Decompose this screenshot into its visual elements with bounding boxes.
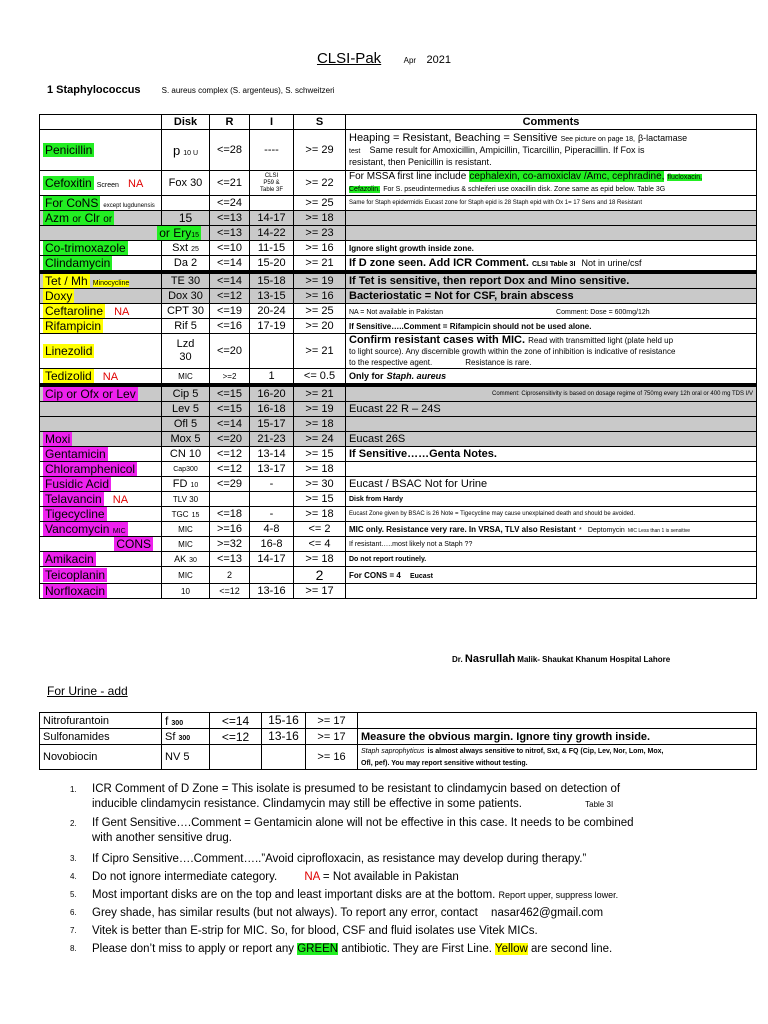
disk-value: CPT 30 <box>162 304 210 319</box>
comment <box>346 417 757 432</box>
s-value: >= 18 <box>294 552 346 567</box>
header-comments: Comments <box>346 115 757 130</box>
comment: Eucast Zone given by BSAC is 26 Note = Tigecycline may cause unexplained death and should be avoided. <box>346 507 757 522</box>
comment: Eucast / BSAC Not for Urine <box>346 477 757 492</box>
table-row <box>40 584 757 599</box>
s-value: >= 22 <box>294 171 346 196</box>
s-value: 2 <box>294 567 346 584</box>
disk-value: Cip 5 <box>162 387 210 402</box>
list-item: 6. Grey shade, has similar results (but not always). To report any error, contact nasar462@gmail.com <box>70 907 604 919</box>
table-row <box>40 226 757 241</box>
table-row <box>40 477 757 492</box>
table-row <box>40 319 757 334</box>
s-value: >= 16 <box>294 241 346 256</box>
signature-name: Nasrullah <box>464 653 516 665</box>
r-value: <=29 <box>210 477 250 492</box>
comment: Bacteriostatic = Not for CSF, brain abscess <box>346 289 757 304</box>
drug-name: Norfloxacin <box>45 584 106 598</box>
drug-name: Cefoxitin <box>45 176 92 190</box>
s-value: >= 29 <box>294 130 346 171</box>
i-value: 15-16 <box>262 713 306 729</box>
table-row <box>40 492 757 507</box>
s-value: >= 24 <box>294 432 346 447</box>
drug-name: Tigecycline <box>45 507 105 521</box>
i-value: 21-23 <box>250 432 294 447</box>
disk-value: AK 30 <box>162 552 210 567</box>
table-row <box>40 552 757 567</box>
comment: Measure the obvious margin. Ignore tiny growth inside. <box>358 729 757 745</box>
drug-name: Rifampicin <box>45 319 102 333</box>
s-value: >= 21 <box>294 387 346 402</box>
drug-name: Penicillin <box>45 143 93 157</box>
comment: Eucast 22 R – 24S <box>346 402 757 417</box>
table-row <box>40 289 757 304</box>
drug-name: Moxi <box>45 432 71 446</box>
na-badge: NA <box>112 494 129 506</box>
table-row <box>40 256 757 271</box>
comment: If D zone seen. Add ICR Comment. CLSI Table 3I Not in urine/csf <box>346 256 757 271</box>
signature-org: Malik- Shaukat Khanum Hospital Lahore <box>517 655 671 664</box>
header-s: S <box>294 115 346 130</box>
s-value: >= 16 <box>306 745 358 770</box>
s-value: >= 17 <box>294 584 346 599</box>
i-value: 11-15 <box>250 241 294 256</box>
comment: Only for Staph. aureus <box>346 369 757 384</box>
table-row: Cefoxitin Screen NA Fox 30 <=21 CLSI P59 & Table 3F >= 22 For MSSA first line include cephalexin, co-amoxiclav /Amc, cephradine, flucloxacin, Cefazolin. For S. pseudintermedius & schleiferi use oxacillin disk. Zone same as epid below. Table 3G <box>40 171 757 196</box>
table-row <box>40 447 757 462</box>
i-value: 15-20 <box>250 256 294 271</box>
r-value <box>210 492 250 507</box>
disk-value: Fox 30 <box>162 171 210 196</box>
s-value: >= 16 <box>294 289 346 304</box>
disk-value: CN 10 <box>162 447 210 462</box>
disk-value: Lev 5 <box>162 402 210 417</box>
drug-name: Amikacin <box>45 552 94 566</box>
s-value: >= 20 <box>294 319 346 334</box>
s-value: >= 23 <box>294 226 346 241</box>
drug-name: Novobiocin <box>40 745 162 770</box>
drug-name: CONS <box>116 537 151 551</box>
i-value: 13-14 <box>250 447 294 462</box>
r-value: <=28 <box>210 130 250 171</box>
r-value: 2 <box>210 567 250 584</box>
comment: Staph saprophyticus is almost always sensitive to nitrof, Sxt, & FQ (Cip, Lev, Nor, Lom, Mox, Ofl, pef). You may report sensitive without testing. <box>358 745 757 770</box>
page-title <box>0 50 768 68</box>
disk-value: Lzd 30 <box>162 334 210 369</box>
drug-name: Gentamicin <box>45 447 106 461</box>
section-heading <box>47 84 335 96</box>
header-i: I <box>250 115 294 130</box>
i-value: 16-18 <box>250 402 294 417</box>
r-value: <=10 <box>210 241 250 256</box>
s-value: <= 4 <box>294 537 346 552</box>
title-month: Apr <box>403 56 417 65</box>
drug-name: Telavancin <box>45 492 102 506</box>
comment: MIC only. Resistance very rare. In VRSA, TLV also Resistant * Deptomycin MIC Less than 1 is sensitive <box>346 522 757 537</box>
r-value: <=12 <box>210 584 250 599</box>
comment: If Sensitive……Genta Notes. <box>346 447 757 462</box>
comment <box>346 462 757 477</box>
i-value: CLSI P59 & Table 3F <box>250 171 294 196</box>
drug-name: Doxy <box>45 289 73 303</box>
i-value: 14-17 <box>250 552 294 567</box>
table-row <box>40 130 757 171</box>
i-value: 13-15 <box>250 289 294 304</box>
table-row <box>40 369 757 384</box>
header-disk: Disk <box>162 115 210 130</box>
comment: Do not report routinely. <box>346 552 757 567</box>
r-value: <=16 <box>210 319 250 334</box>
list-item: 2. If Gent Sensitive….Comment = Gentamicin alone will not be effective in this case. It needs to be combined with another sensitive drug. <box>70 817 634 844</box>
drug-name: Tedizolid <box>45 369 92 383</box>
list-item: 7. Vitek is better than E-strip for MIC. So, for blood, CSF and fluid isolates use Vitek MICs. <box>70 925 538 937</box>
table-row <box>40 211 757 226</box>
r-value: <=15 <box>210 402 250 417</box>
disk-value: TGC 15 <box>162 507 210 522</box>
r-value: <=12 <box>210 729 262 745</box>
r-value: <=14 <box>210 713 262 729</box>
disk-value: Sf 300 <box>162 729 210 745</box>
drug-name: Tet / Mh <box>45 274 88 288</box>
i-value: 17-19 <box>250 319 294 334</box>
comment: If resistant…..most likely not a Staph ?? <box>346 537 757 552</box>
i-value: 15-18 <box>250 274 294 289</box>
list-item: 5. Most important disks are on the top and least important disks are at the bottom. Report upper, suppress lower. <box>70 889 619 901</box>
i-value: 14-22 <box>250 226 294 241</box>
i-value <box>250 492 294 507</box>
table-row <box>40 402 757 417</box>
table-row <box>40 334 757 369</box>
drug-name: Azm or Clr or <box>45 211 113 225</box>
drug-name: Clindamycin <box>45 256 111 270</box>
r-value: <=15 <box>210 387 250 402</box>
drug-name: Nitrofurantoin <box>40 713 162 729</box>
comment: Same for Staph epidermidis Eucast zone for Staph epid is 28 Staph epid with Ox 1= 17 Sens and 18 Resistant <box>346 196 757 211</box>
table-row <box>40 713 757 729</box>
header-drug <box>40 115 162 130</box>
i-value <box>250 334 294 369</box>
s-value: >= 17 <box>306 713 358 729</box>
drug-name: Sulfonamides <box>40 729 162 745</box>
i-value: 14-17 <box>250 211 294 226</box>
section-heading-main: 1 Staphylococcus <box>47 84 141 96</box>
comment: Eucast 26S <box>346 432 757 447</box>
r-value: <=13 <box>210 226 250 241</box>
drug-name: Fusidic Acid <box>45 477 110 491</box>
disk-value: 10 <box>162 584 210 599</box>
s-value: >= 15 <box>294 447 346 462</box>
r-value: >=32 <box>210 537 250 552</box>
i-value <box>262 745 306 770</box>
s-value: <= 2 <box>294 522 346 537</box>
disk-value: Mox 5 <box>162 432 210 447</box>
title-year: 2021 <box>426 54 452 66</box>
drug-name: For CoNS <box>45 196 99 210</box>
s-value: <= 0.5 <box>294 369 346 384</box>
header-r: R <box>210 115 250 130</box>
r-value: <=14 <box>210 256 250 271</box>
table-row <box>40 462 757 477</box>
disk-value: Dox 30 <box>162 289 210 304</box>
disk-value: Rif 5 <box>162 319 210 334</box>
table-row <box>40 417 757 432</box>
i-value: 16-8 <box>250 537 294 552</box>
disk-value: f 300 <box>162 713 210 729</box>
disk-value: MIC <box>162 369 210 384</box>
table-row <box>40 729 757 745</box>
comment: NA = Not available in Pakistan Comment: Dose = 600mg/12h <box>346 304 757 319</box>
comment: Confirm resistant cases with MIC. Read with transmitted light (plate held up to light source). Any discernible growth within the zone of inhibition is indicative of resistance to the respective agent. Resistance is rare. <box>346 334 757 369</box>
i-value: 15-17 <box>250 417 294 432</box>
signature: Dr. Nasrullah Malik- Shaukat Khanum Hospital Lahore <box>452 653 671 665</box>
r-value: <=13 <box>210 552 250 567</box>
r-value: <=24 <box>210 196 250 211</box>
drug-name: Cip or Ofx or Lev <box>45 387 136 401</box>
s-value: >= 21 <box>294 256 346 271</box>
drug-name: Co-trimoxazole <box>45 241 126 255</box>
disk-value: NV 5 <box>162 745 210 770</box>
list-item: 1. ICR Comment of D Zone = This isolate is presumed to be resistant to clindamycin based on detection of inducible clindamycin resistance. Clindamycin may still be effective in some patients. Table 3I <box>70 783 621 810</box>
s-value: >= 17 <box>306 729 358 745</box>
na-badge: NA <box>102 371 119 383</box>
disk-value: Sxt 25 <box>162 241 210 256</box>
staph-table <box>39 114 757 599</box>
s-value: >= 19 <box>294 274 346 289</box>
na-badge: NA <box>128 178 144 190</box>
table-row <box>40 387 757 402</box>
disk-value: MIC <box>162 567 210 584</box>
list-item: 3. If Cipro Sensitive….Comment…..”Avoid ciprofloxacin, as resistance may develop during therapy.” <box>70 853 587 865</box>
table-row <box>40 537 757 552</box>
table-row <box>40 507 757 522</box>
disk-value: 15 <box>162 211 210 226</box>
comment: Disk from Hardy <box>346 492 757 507</box>
table-row <box>40 241 757 256</box>
comment: Ignore slight growth inside zone. <box>346 241 757 256</box>
disk-value: MIC <box>162 522 210 537</box>
urine-table <box>39 712 757 770</box>
list-item: 8. Please don’t miss to apply or report any GREEN antibiotic. They are First Line. Yellow are second line. <box>70 943 613 955</box>
disk-value: p <box>172 142 181 158</box>
drug-name: Teicoplanin <box>45 568 106 582</box>
comment: For MSSA first line include cephalexin, co-amoxiclav /Amc, cephradine, flucloxacin, Cefazolin. For S. pseudintermedius & schleiferi use oxacillin disk. Zone same as epid below. Table 3G <box>346 171 757 196</box>
s-value: >= 18 <box>294 462 346 477</box>
comment: If Tet is sensitive, then report Dox and Mino sensitive. <box>346 274 757 289</box>
comment <box>346 226 757 241</box>
i-value <box>250 196 294 211</box>
comment: Heaping = Resistant, Beaching = Sensitive See picture on page 18, β-lactamase test Same result for Amoxicillin, Ampicillin, Ticarcillin, Piperacillin. If Fox is resistant, then Penicillin is resistant. <box>346 130 757 171</box>
disk-value <box>162 196 210 211</box>
section-heading-sub: S. aureus complex (S. argenteus), S. schweitzeri <box>161 86 335 95</box>
table-row: For CoNS except lugdunensis <=24 >= 25 Same for Staph epidermidis Eucast zone for Staph epid is 28 Staph epid with Ox 1= 17 Sens and 18 Resistant <box>40 196 757 211</box>
disk-value: Da 2 <box>162 256 210 271</box>
i-value: 13-16 <box>250 584 294 599</box>
comment <box>346 211 757 226</box>
i-value <box>250 567 294 584</box>
drug-name: Linezolid <box>45 344 93 358</box>
i-value: 20-24 <box>250 304 294 319</box>
drug-name: Chloramphenicol <box>45 462 136 476</box>
contact-email: nasar462@gmail.com <box>491 907 604 919</box>
i-value: 13-16 <box>262 729 306 745</box>
s-value: >= 30 <box>294 477 346 492</box>
s-value: >= 25 <box>294 196 346 211</box>
comment: For CONS = 4 Eucast <box>346 567 757 584</box>
disk-value: FD 10 <box>162 477 210 492</box>
disk-value: MIC <box>162 537 210 552</box>
s-value: >= 19 <box>294 402 346 417</box>
r-value: <=20 <box>210 334 250 369</box>
r-value: <=21 <box>210 171 250 196</box>
i-value: 13-17 <box>250 462 294 477</box>
na-badge: NA <box>114 306 130 318</box>
table-row <box>40 522 757 537</box>
comment: If Sensitive…..Comment = Rifampicin should not be used alone. <box>346 319 757 334</box>
r-value: <=13 <box>210 211 250 226</box>
table-row <box>40 745 757 770</box>
r-value: >=2 <box>210 369 250 384</box>
table-row <box>40 432 757 447</box>
i-value: - <box>250 507 294 522</box>
i-value: 16-20 <box>250 387 294 402</box>
disk-value: TLV 30 <box>162 492 210 507</box>
table-header-row <box>40 115 757 130</box>
s-value: >= 18 <box>294 507 346 522</box>
i-value: - <box>250 477 294 492</box>
r-value <box>210 745 262 770</box>
s-value: >= 25 <box>294 304 346 319</box>
comment <box>346 584 757 599</box>
disk-sub: 10 U <box>183 149 199 157</box>
r-value: <=20 <box>210 432 250 447</box>
drug-name: or Ery15 <box>159 226 199 240</box>
i-value: ---- <box>250 130 294 171</box>
comment: Comment: Ciprosensitivity is based on dosage regime of 750mg every 12h oral or 400 mg TDS I/V <box>346 387 757 402</box>
s-value: >= 15 <box>294 492 346 507</box>
notes-list <box>70 782 710 958</box>
drug-name: Vancomycin MIC <box>45 522 126 536</box>
list-item: 4. Do not ignore intermediate category. NA = Not available in Pakistan <box>70 871 459 883</box>
r-value: <=14 <box>210 417 250 432</box>
r-value: <=12 <box>210 462 250 477</box>
table-row <box>40 567 757 584</box>
disk-value: TE 30 <box>162 274 210 289</box>
r-value: <=14 <box>210 274 250 289</box>
urine-heading: For Urine - add <box>47 684 128 698</box>
r-value: <=19 <box>210 304 250 319</box>
drug-name: Ceftaroline <box>45 304 104 318</box>
s-value: >= 18 <box>294 417 346 432</box>
r-value: >=16 <box>210 522 250 537</box>
i-value: 4-8 <box>250 522 294 537</box>
table-row: Tet / Mh Minocycline TE 30 <=14 15-18 >= 19 If Tet is sensitive, then report Dox and Mino sensitive. <box>40 274 757 289</box>
i-value: 1 <box>250 369 294 384</box>
s-value: >= 21 <box>294 334 346 369</box>
disk-value: Cap300 <box>162 462 210 477</box>
table-row <box>40 304 757 319</box>
r-value: <=12 <box>210 289 250 304</box>
s-value: >= 18 <box>294 211 346 226</box>
r-value: <=18 <box>210 507 250 522</box>
comment <box>358 713 757 729</box>
r-value: <=12 <box>210 447 250 462</box>
disk-value: Ofl 5 <box>162 417 210 432</box>
title-text: CLSI-Pak <box>316 50 382 67</box>
